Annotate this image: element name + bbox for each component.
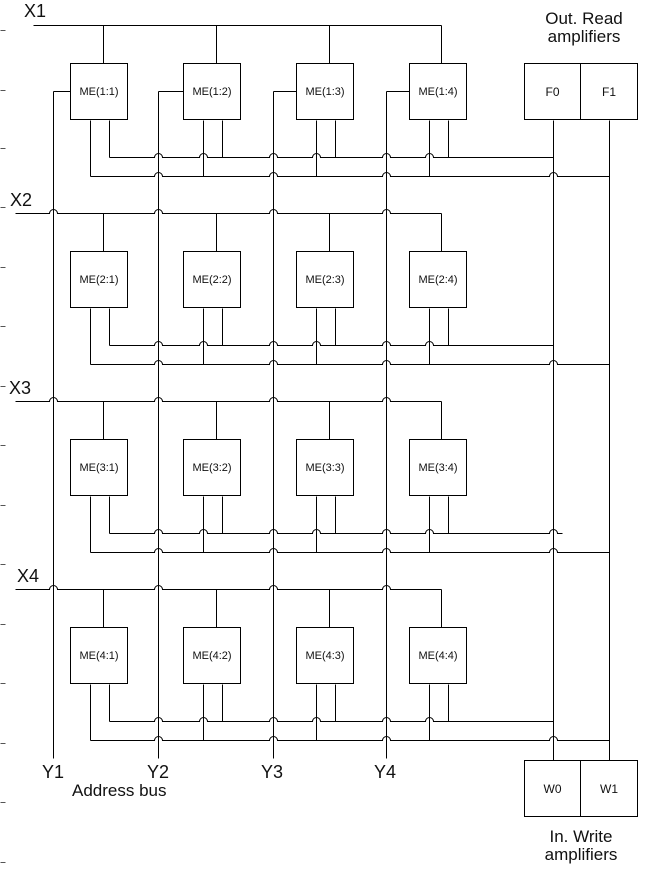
me-cell-4-3: ME(4:3)	[296, 627, 354, 684]
write-amp-w1: W1	[581, 760, 638, 817]
me-cell-4-4: ME(4:4)	[409, 627, 467, 684]
write-amp-w0: W0	[524, 760, 581, 817]
me-cell-1-3: ME(1:3)	[296, 63, 354, 120]
read-caption-line1: Out. Read	[545, 9, 623, 28]
me-cell-3-3: ME(3:3)	[296, 439, 354, 496]
me-cell-2-2: ME(2:2)	[183, 251, 241, 308]
me-cell-4-2: ME(4:2)	[183, 627, 241, 684]
address-bus-label: Address bus	[72, 781, 167, 800]
x-to-cell-stubs	[104, 26, 442, 628]
me-cell-4-1: ME(4:1)	[70, 627, 128, 684]
x-line-label-4: X4	[17, 566, 40, 586]
read-amplifiers-caption	[514, 10, 650, 46]
y-line-label-1: Y1	[42, 762, 65, 782]
x-line-label-3: X3	[9, 378, 32, 398]
me-cell-3-2: ME(3:2)	[183, 439, 241, 496]
me-cell-1-1: ME(1:1)	[70, 63, 128, 120]
read-amp-f1: F1	[581, 63, 638, 120]
write-caption-line2: amplifiers	[544, 845, 618, 864]
x-line-label-2: X2	[10, 190, 33, 210]
me-cell-3-1: ME(3:1)	[70, 439, 128, 496]
read-caption-line2: amplifiers	[547, 27, 621, 46]
me-cell-1-2: ME(1:2)	[183, 63, 241, 120]
y-line-label-2: Y2	[147, 762, 170, 782]
left-ruler-ticks	[1, 31, 6, 863]
me-cell-2-1: ME(2:1)	[70, 251, 128, 308]
x-line-label-1: X1	[24, 1, 47, 21]
amplifier-bit-lines	[554, 121, 610, 761]
write-amplifiers-caption	[511, 828, 650, 864]
me-cell-3-4: ME(3:4)	[409, 439, 467, 496]
me-cell-2-4: ME(2:4)	[409, 251, 467, 308]
y-line-label-4: Y4	[374, 762, 397, 782]
y-line-label-3: Y3	[261, 762, 284, 782]
write-caption-line1: In. Write	[549, 827, 613, 846]
me-cell-1-4: ME(1:4)	[409, 63, 467, 120]
read-amp-f0: F0	[524, 63, 581, 120]
me-cell-2-3: ME(2:3)	[296, 251, 354, 308]
